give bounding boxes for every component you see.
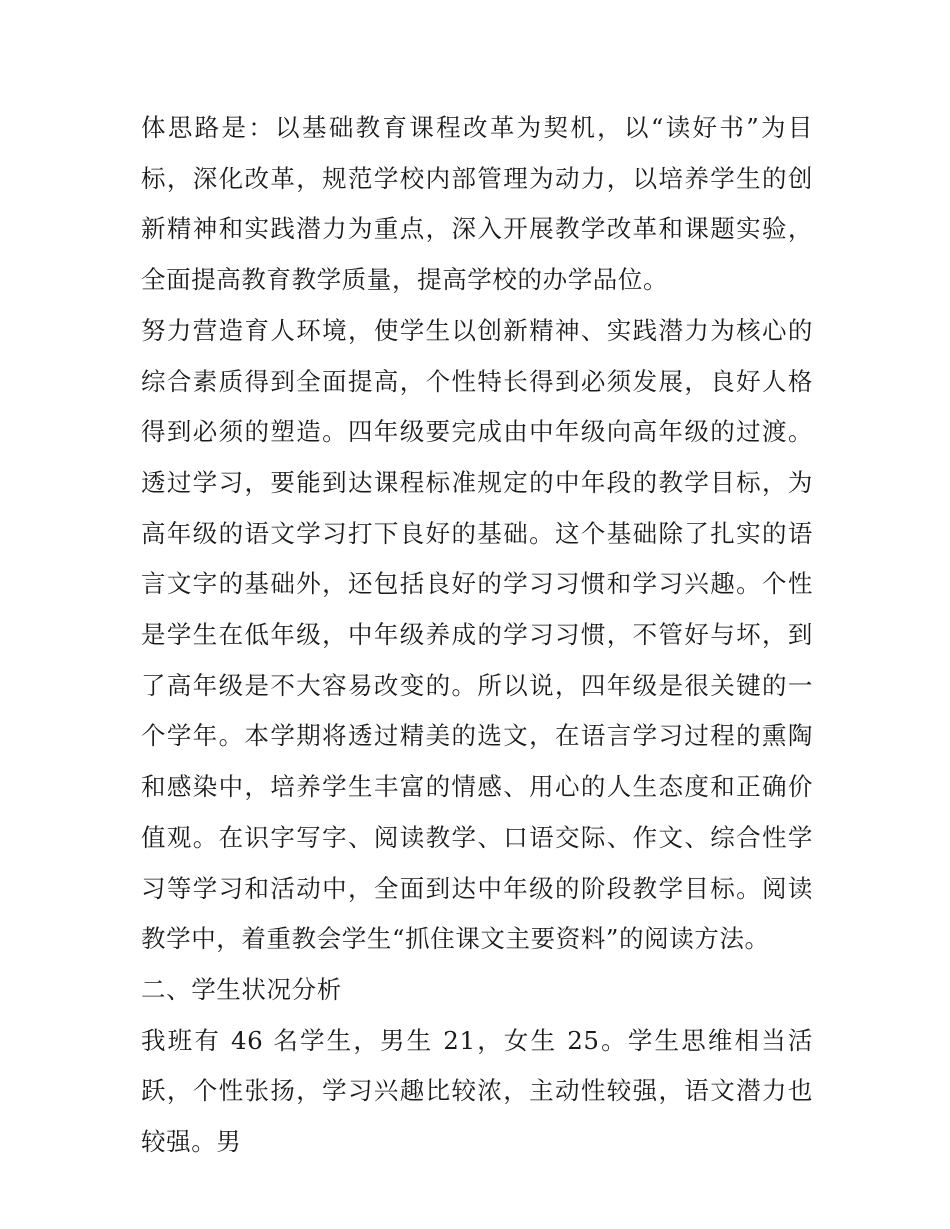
section-heading-student-analysis: 二、学生状况分析 [141,974,342,1004]
paragraph-general-approach: 体思路是：以基础教育课程改革为契机，以“读好书”为目标，深化改革，规范学校内部管理为动力，以培养学生的创新精神和实践潜力为重点，深入开展教学改革和课题实验，全面提高教育教学质量，提高学校的办学品位。 [141,113,813,295]
paragraph-teaching-goals: 努力营造育人环境，使学生以创新精神、实践潜力为核心的综合素质得到全面提高，个性特长得到必须发展，良好人格得到必须的塑造。四年级要完成由中年级向高年级的过渡。透过学习，要能到达课程标准规定的中年段的教学目标，为高年级的语文学习打下良好的基础。这个基础除了扎实的语言文字的基础外，还包括良好的学习习惯和学习兴趣。个性是学生在低年级，中年级养成的学习习惯，不管好与坏，到了高年级是不大容易改变的。所以说，四年级是很关键的一个学年。本学期将透过精美的选文，在语言学习过程的熏陶和感染中，培养学生丰富的情感、用心的人生态度和正确价值观。在识字写字、阅读教学、口语交际、作文、综合性学习等学习和活动中，全面到达中年级的阶段教学目标。阅读教学中，着重教会学生“抓住课文主要资料”的阅读方法。 [141,315,813,954]
document-body [141,103,813,1168]
paragraph-student-analysis: 我班有 46 名学生，男生 21，女生 25。学生思维相当活跃，个性张扬，学习兴趣比较浓，主动性较强，语文潜力也较强。男 [141,1025,813,1157]
